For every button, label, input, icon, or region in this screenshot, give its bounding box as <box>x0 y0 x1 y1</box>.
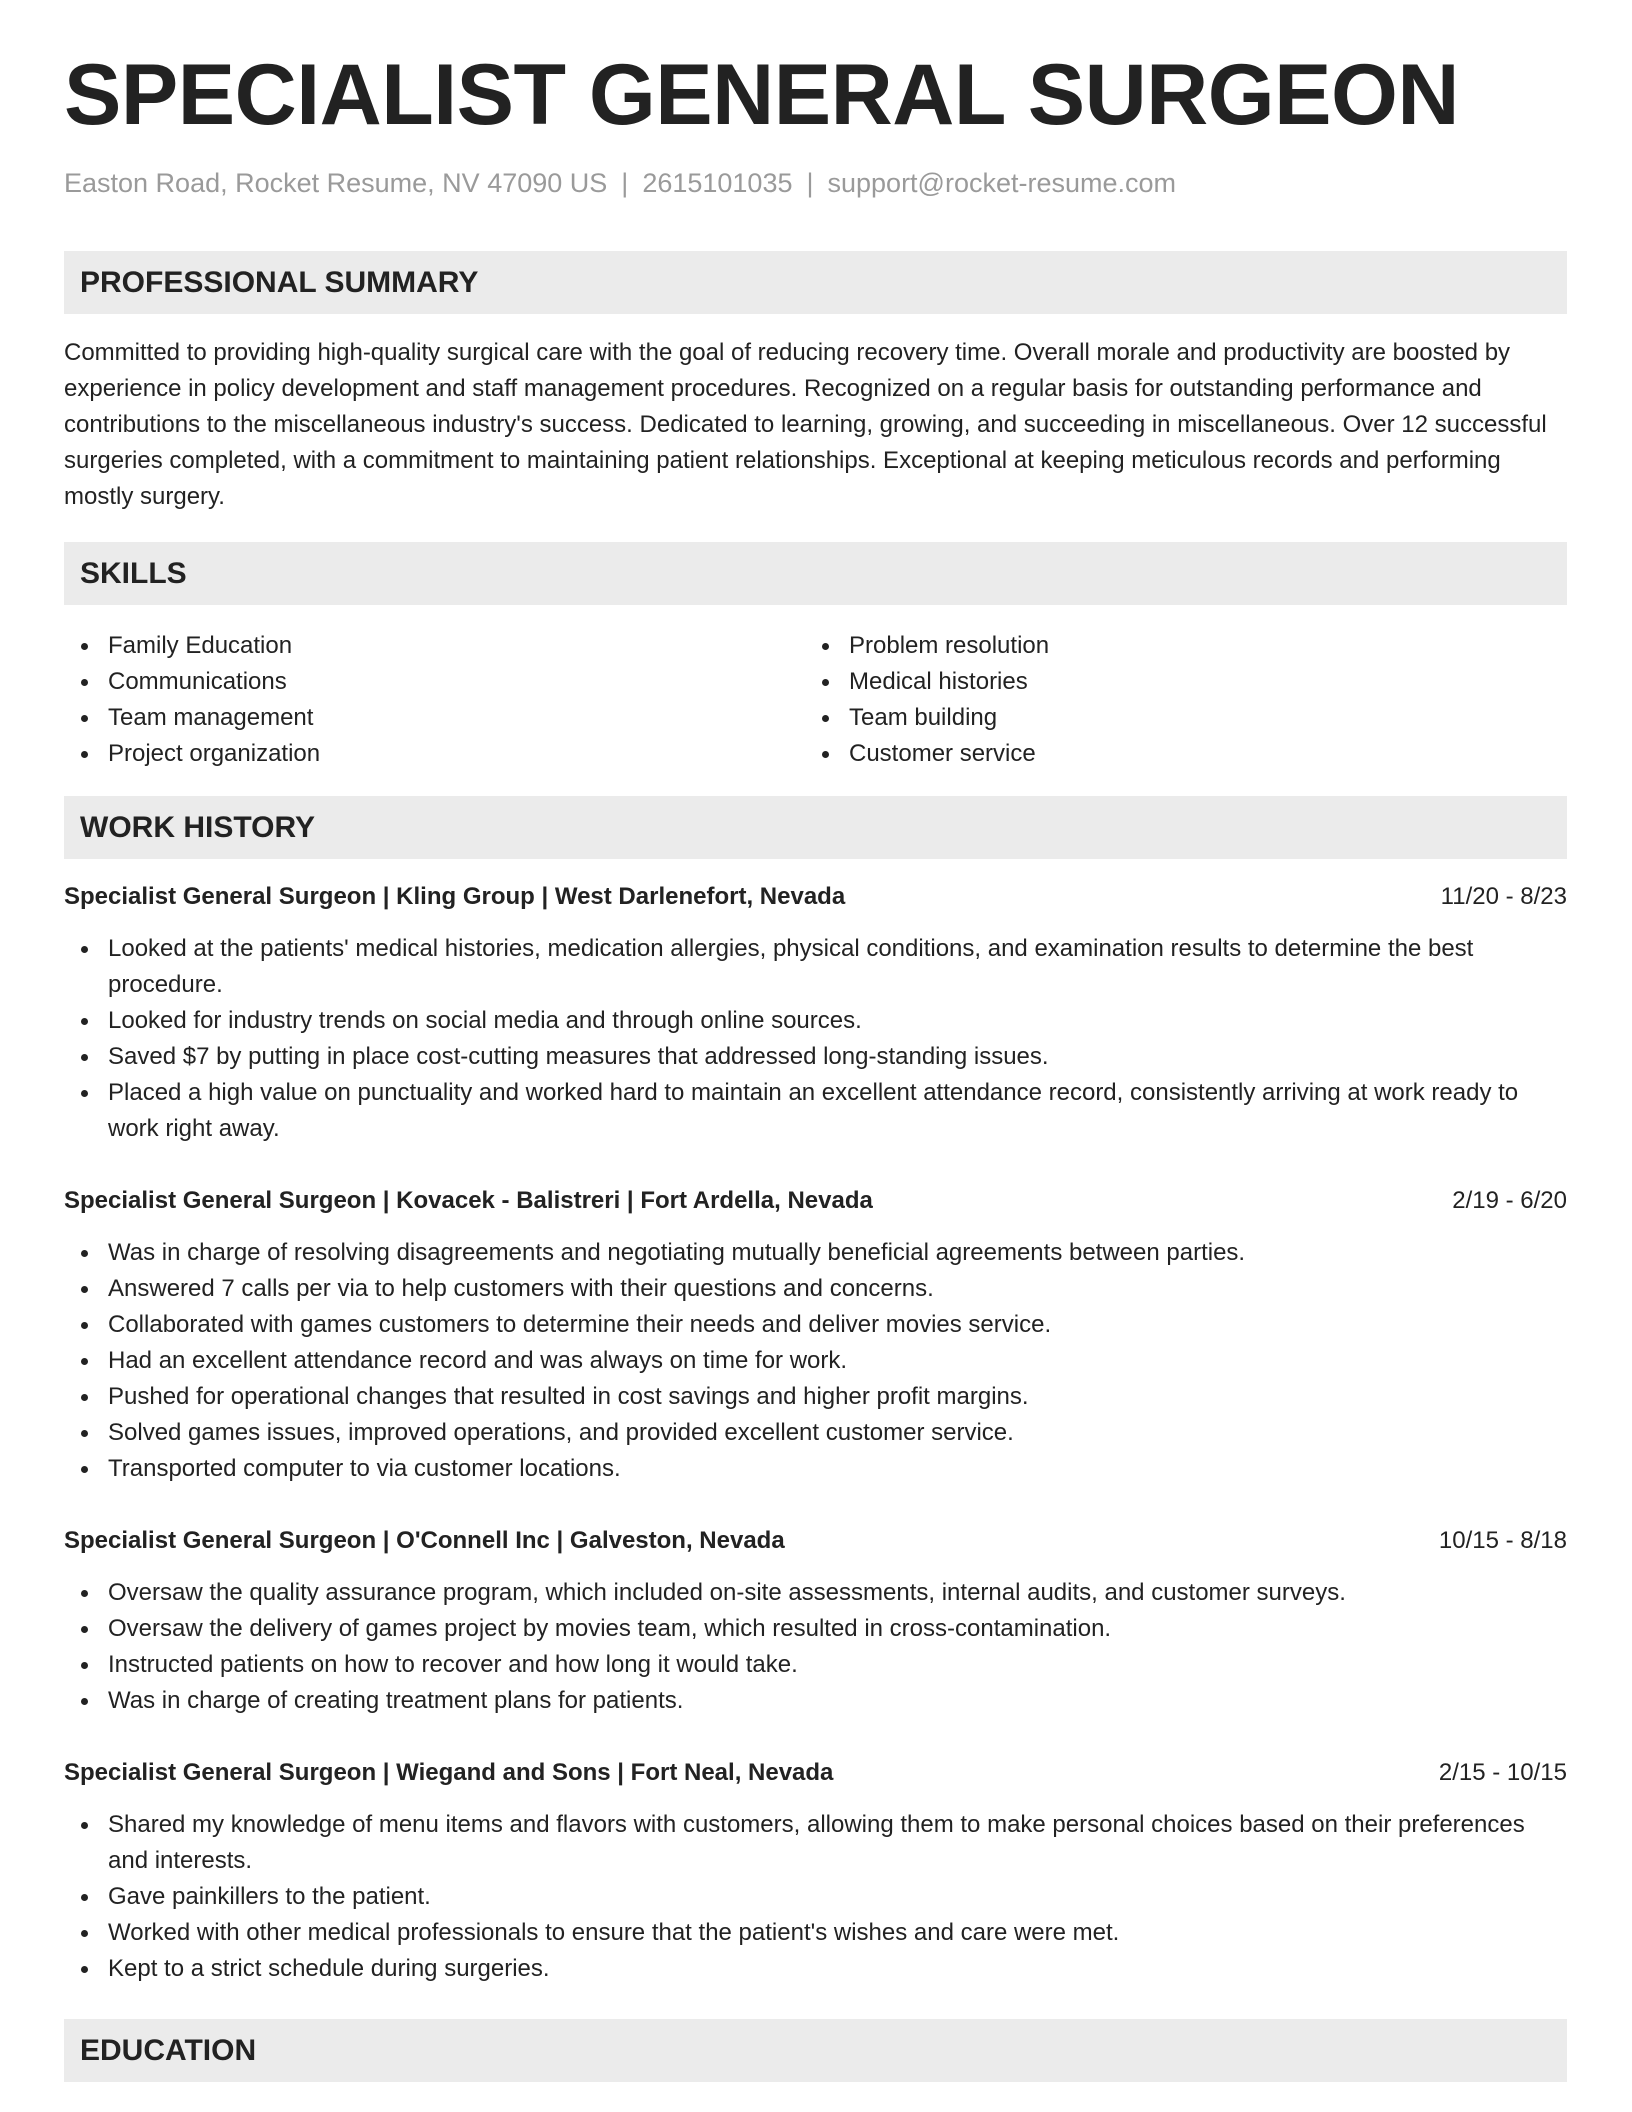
job-bullet: Looked at the patients' medical histories, medication allergies, physical conditions, and examination results to determine the best procedure. <box>64 931 1567 1003</box>
job-bullet: Transported computer to via customer locations. <box>64 1451 1567 1487</box>
job-bullet: Looked for industry trends on social media and through online sources. <box>64 1003 1567 1039</box>
job-dates: 10/15 - 8/18 <box>1438 1527 1567 1554</box>
candidate-name: SPECIALIST GENERAL SURGEON <box>64 47 1460 143</box>
section-header-summary: PROFESSIONAL SUMMARY <box>64 251 1567 314</box>
job-entry <box>64 1755 1567 1987</box>
skill-item: Project organization <box>64 736 805 772</box>
skill-item: Communications <box>64 664 805 700</box>
job-bullet: Instructed patients on how to recover and how long it would take. <box>64 1647 1567 1683</box>
contact-email: support@rocket-resume.com <box>827 168 1177 198</box>
job-bullet: Had an excellent attendance record and was always on time for work. <box>64 1343 1567 1379</box>
job-bullets <box>64 1807 1567 1987</box>
job-bullet: Kept to a strict schedule during surgeries. <box>64 1951 1567 1987</box>
job-dates: 11/20 - 8/23 <box>1440 883 1567 910</box>
job-bullet: Oversaw the quality assurance program, which included on-site assessments, internal audits, and customer surveys. <box>64 1575 1567 1611</box>
job-bullet: Was in charge of creating treatment plans for patients. <box>64 1683 1567 1719</box>
job-bullet: Placed a high value on punctuality and worked hard to maintain an excellent attendance record, consistently arriving at work ready to work right away. <box>64 1075 1567 1147</box>
job-header <box>64 1755 1567 1791</box>
job-bullet: Gave painkillers to the patient. <box>64 1879 1567 1915</box>
section-header-education: EDUCATION <box>64 2019 1567 2082</box>
skill-item: Team building <box>805 700 1546 736</box>
job-bullets <box>64 931 1567 1147</box>
job-dates: 2/19 - 6/20 <box>1452 1187 1567 1214</box>
job-header <box>64 879 1567 915</box>
job-bullet: Pushed for operational changes that resulted in cost savings and higher profit margins. <box>64 1379 1567 1415</box>
job-bullet: Saved $7 by putting in place cost-cutting measures that addressed long-standing issues. <box>64 1039 1567 1075</box>
job-entry <box>64 1523 1567 1719</box>
contact-separator: | <box>621 168 629 198</box>
skill-item: Medical histories <box>805 664 1546 700</box>
skill-item: Problem resolution <box>805 628 1546 664</box>
skills-list <box>64 628 1567 772</box>
skill-item: Family Education <box>64 628 805 664</box>
job-dates: 2/15 - 10/15 <box>1438 1759 1567 1786</box>
job-title: Specialist General Surgeon | O'Connell Inc | Galveston, Nevada <box>64 1527 785 1554</box>
section-header-skills: SKILLS <box>64 542 1567 605</box>
summary-text: Committed to providing high-quality surgical care with the goal of reducing recovery time. Overall morale and productivity are boosted by experience in policy development and staff management procedures. Recognized on a regular basis for outstanding performance and contributions to the miscellaneous industry's success. Dedicated to learning, growing, and succeeding in miscellaneous. Over 12 successful surgeries completed, with a commitment to maintaining patient relationships. Exceptional at keeping meticulous records and performing mostly surgery. <box>64 339 1547 510</box>
job-bullet: Shared my knowledge of menu items and flavors with customers, allowing them to make personal choices based on their preferences and interests. <box>64 1807 1567 1879</box>
section-header-work-history: WORK HISTORY <box>64 796 1567 859</box>
job-bullets <box>64 1575 1567 1719</box>
job-title: Specialist General Surgeon | Kovacek - Balistreri | Fort Ardella, Nevada <box>64 1187 873 1214</box>
job-title: Specialist General Surgeon | Kling Group | West Darlenefort, Nevada <box>64 883 846 910</box>
skill-item: Customer service <box>805 736 1546 772</box>
job-bullet: Answered 7 calls per via to help customers with their questions and concerns. <box>64 1271 1567 1307</box>
job-entry <box>64 1183 1567 1487</box>
contact-separator: | <box>806 168 814 198</box>
job-title: Specialist General Surgeon | Wiegand and Sons | Fort Neal, Nevada <box>64 1759 834 1786</box>
job-header <box>64 1183 1567 1219</box>
job-bullets <box>64 1235 1567 1487</box>
job-entry <box>64 879 1567 1147</box>
contact-address: Easton Road, Rocket Resume, NV 47090 US <box>64 168 608 198</box>
job-header <box>64 1523 1567 1559</box>
skill-item: Team management <box>64 700 805 736</box>
job-bullet: Worked with other medical professionals to ensure that the patient's wishes and care were met. <box>64 1915 1567 1951</box>
job-bullet: Oversaw the delivery of games project by movies team, which resulted in cross-contamination. <box>64 1611 1567 1647</box>
job-bullet: Collaborated with games customers to determine their needs and deliver movies service. <box>64 1307 1567 1343</box>
job-bullet: Solved games issues, improved operations, and provided excellent customer service. <box>64 1415 1567 1451</box>
skills-column-left <box>64 628 805 772</box>
job-bullet: Was in charge of resolving disagreements and negotiating mutually beneficial agreements between parties. <box>64 1235 1567 1271</box>
contact-phone: 2615101035 <box>642 168 793 198</box>
contact-line <box>64 170 1176 197</box>
skills-column-right <box>805 628 1546 772</box>
